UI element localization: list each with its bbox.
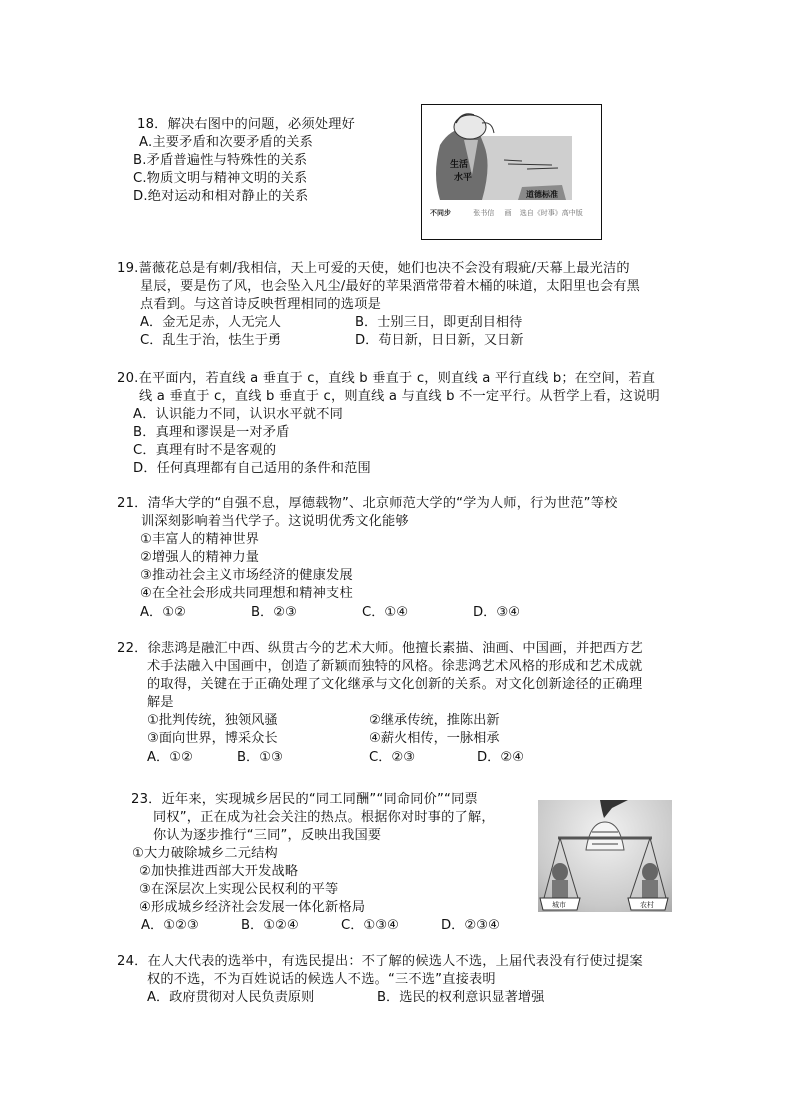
statement-4: ④在全社会形成共同理想和精神支柱: [140, 586, 353, 601]
question-stem: 术手法融入中国画中，创造了新颖而独特的风格。徐悲鸿艺术风格的形成和艺术成就: [147, 659, 643, 674]
option-a: A.主要矛盾和次要矛盾的关系: [139, 135, 314, 150]
statement-3: ③推动社会主义市场经济的健康发展: [140, 568, 353, 583]
option-c: C．乱生于治，怯生于勇: [140, 333, 282, 348]
statement-3: ③在深层次上实现公民权利的平等: [139, 882, 339, 897]
right-pan-label: 农村: [640, 901, 654, 909]
option-a: A．①②: [140, 605, 186, 620]
option-d: D．苟日新，日日新，又日新: [355, 333, 524, 348]
option-a: A．认识能力不同，认识水平就不同: [133, 407, 344, 422]
option-c: C．①③④: [341, 918, 399, 933]
statement-2: ②继承传统，推陈出新: [369, 713, 500, 728]
caption-action: 画: [504, 209, 512, 217]
option-d: D．任何真理都有自己适用的条件和范围: [133, 461, 371, 476]
caption-author: 张书信: [473, 209, 495, 217]
left-pan-label: 城市: [552, 901, 566, 909]
balance-scale-illustration: [538, 800, 672, 912]
statement-1: ①批判传统，独领风骚: [147, 713, 278, 728]
statement-2: ②增强人的精神力量: [140, 550, 260, 565]
option-a: A．①②③: [141, 918, 199, 933]
question-stem: 24．在人大代表的选举中，有选民提出：不了解的候选人不选，上届代表没有行使过提案: [117, 954, 643, 969]
caption-source: 选自《时事》高中版: [519, 209, 583, 217]
question-stem: 解是: [147, 695, 174, 710]
statement-4: ④薪火相传，一脉相承: [369, 731, 500, 746]
question-stem: 20.在平面内，若直线 a 垂直于 c，直线 b 垂直于 c，则直线 a 平行直线 b；在空间，若直: [117, 371, 656, 386]
statement-2: ②加快推进西部大开发战略: [139, 864, 299, 879]
question-stem: 21．清华大学的“自强不息，厚德载物”、北京师范大学的“学为人师，行为世范”等校: [117, 496, 618, 511]
option-b: B．①③: [237, 750, 283, 765]
question-stem: 23．近年来，实现城乡居民的“同工同酬”“同命同价”“同票: [131, 792, 478, 807]
option-d: D.绝对运动和相对静止的关系: [133, 189, 309, 204]
option-a: A．政府贯彻对人民负责原则: [147, 990, 315, 1005]
svg-text:水平: 水平: [454, 173, 473, 183]
option-c: C．①④: [362, 605, 409, 620]
option-b: B．选民的权利意识显著增强: [377, 990, 545, 1005]
statement-1: ①大力破除城乡二元结构: [132, 846, 278, 861]
option-b: B.矛盾普遍性与特殊性的关系: [133, 153, 308, 168]
question-stem: 19.蔷薇花总是有刺/我相信，天上可爱的天使，她们也决不会没有瑕疵/天幕上最光洁的: [117, 261, 630, 276]
option-d: D．②④: [477, 750, 524, 765]
option-c: C．②③: [369, 750, 416, 765]
cartoon-figure: [421, 104, 602, 240]
option-b: B．士别三日，即更刮目相待: [355, 315, 523, 330]
question-stem: 点看到。与这首诗反映哲理相同的选项是: [140, 297, 381, 312]
cartoon-caption: [430, 208, 583, 218]
caption-title: 不同步: [430, 209, 451, 217]
option-d: D．②③④: [441, 918, 500, 933]
question-stem: 22．徐悲鸿是融汇中西、纵贯古今的艺术大师。他擅长素描、油画、中国画，并把西方艺: [117, 641, 643, 656]
statement-3: ③面向世界，博采众长: [147, 731, 278, 746]
cartoon-illustration: [422, 105, 600, 238]
option-b: B．真理和谬误是一对矛盾: [133, 425, 290, 440]
option-b: B．②③: [251, 605, 297, 620]
question-stem: 星辰，要是伤了风，也会坠入凡尘/最好的苹果酒常带着木桶的味道，太阳里也会有黑: [140, 279, 640, 294]
svg-text:道德标准: 道德标准: [526, 190, 558, 199]
svg-text:生活: 生活: [450, 160, 469, 170]
option-c: C．真理有时不是客观的: [133, 443, 277, 458]
question-stem: 你认为逐步推行“三同”，反映出我国要: [153, 828, 382, 843]
option-a: A．金无足赤，人无完人: [140, 315, 281, 330]
option-a: A．①②: [147, 750, 193, 765]
option-b: B．①②④: [241, 918, 299, 933]
question-stem: 18．解决右图中的问题，必须处理好: [137, 117, 355, 132]
question-stem: 权的不选，不为百姓说话的候选人不选。“三不选”直接表明: [147, 972, 496, 987]
question-stem: 线 a 垂直于 c，直线 b 垂直于 c，则直线 a 与直线 b 不一定平行。从哲学上看，这说明: [139, 389, 660, 404]
option-c: C.物质文明与精神文明的关系: [133, 171, 308, 186]
option-d: D．③④: [473, 605, 520, 620]
statement-1: ①丰富人的精神世界: [140, 532, 260, 547]
scale-drawing: [538, 800, 672, 912]
question-stem: 训深刻影响着当代学子。这说明优秀文化能够: [141, 514, 409, 529]
question-stem: 同权”，正在成为社会关注的热点。根据你对时事的了解，: [153, 810, 495, 825]
statement-4: ④形成城乡经济社会发展一体化新格局: [139, 900, 366, 915]
question-stem: 的取得，关键在于正确处理了文化继承与文化创新的关系。对文化创新途径的正确理: [147, 677, 643, 692]
